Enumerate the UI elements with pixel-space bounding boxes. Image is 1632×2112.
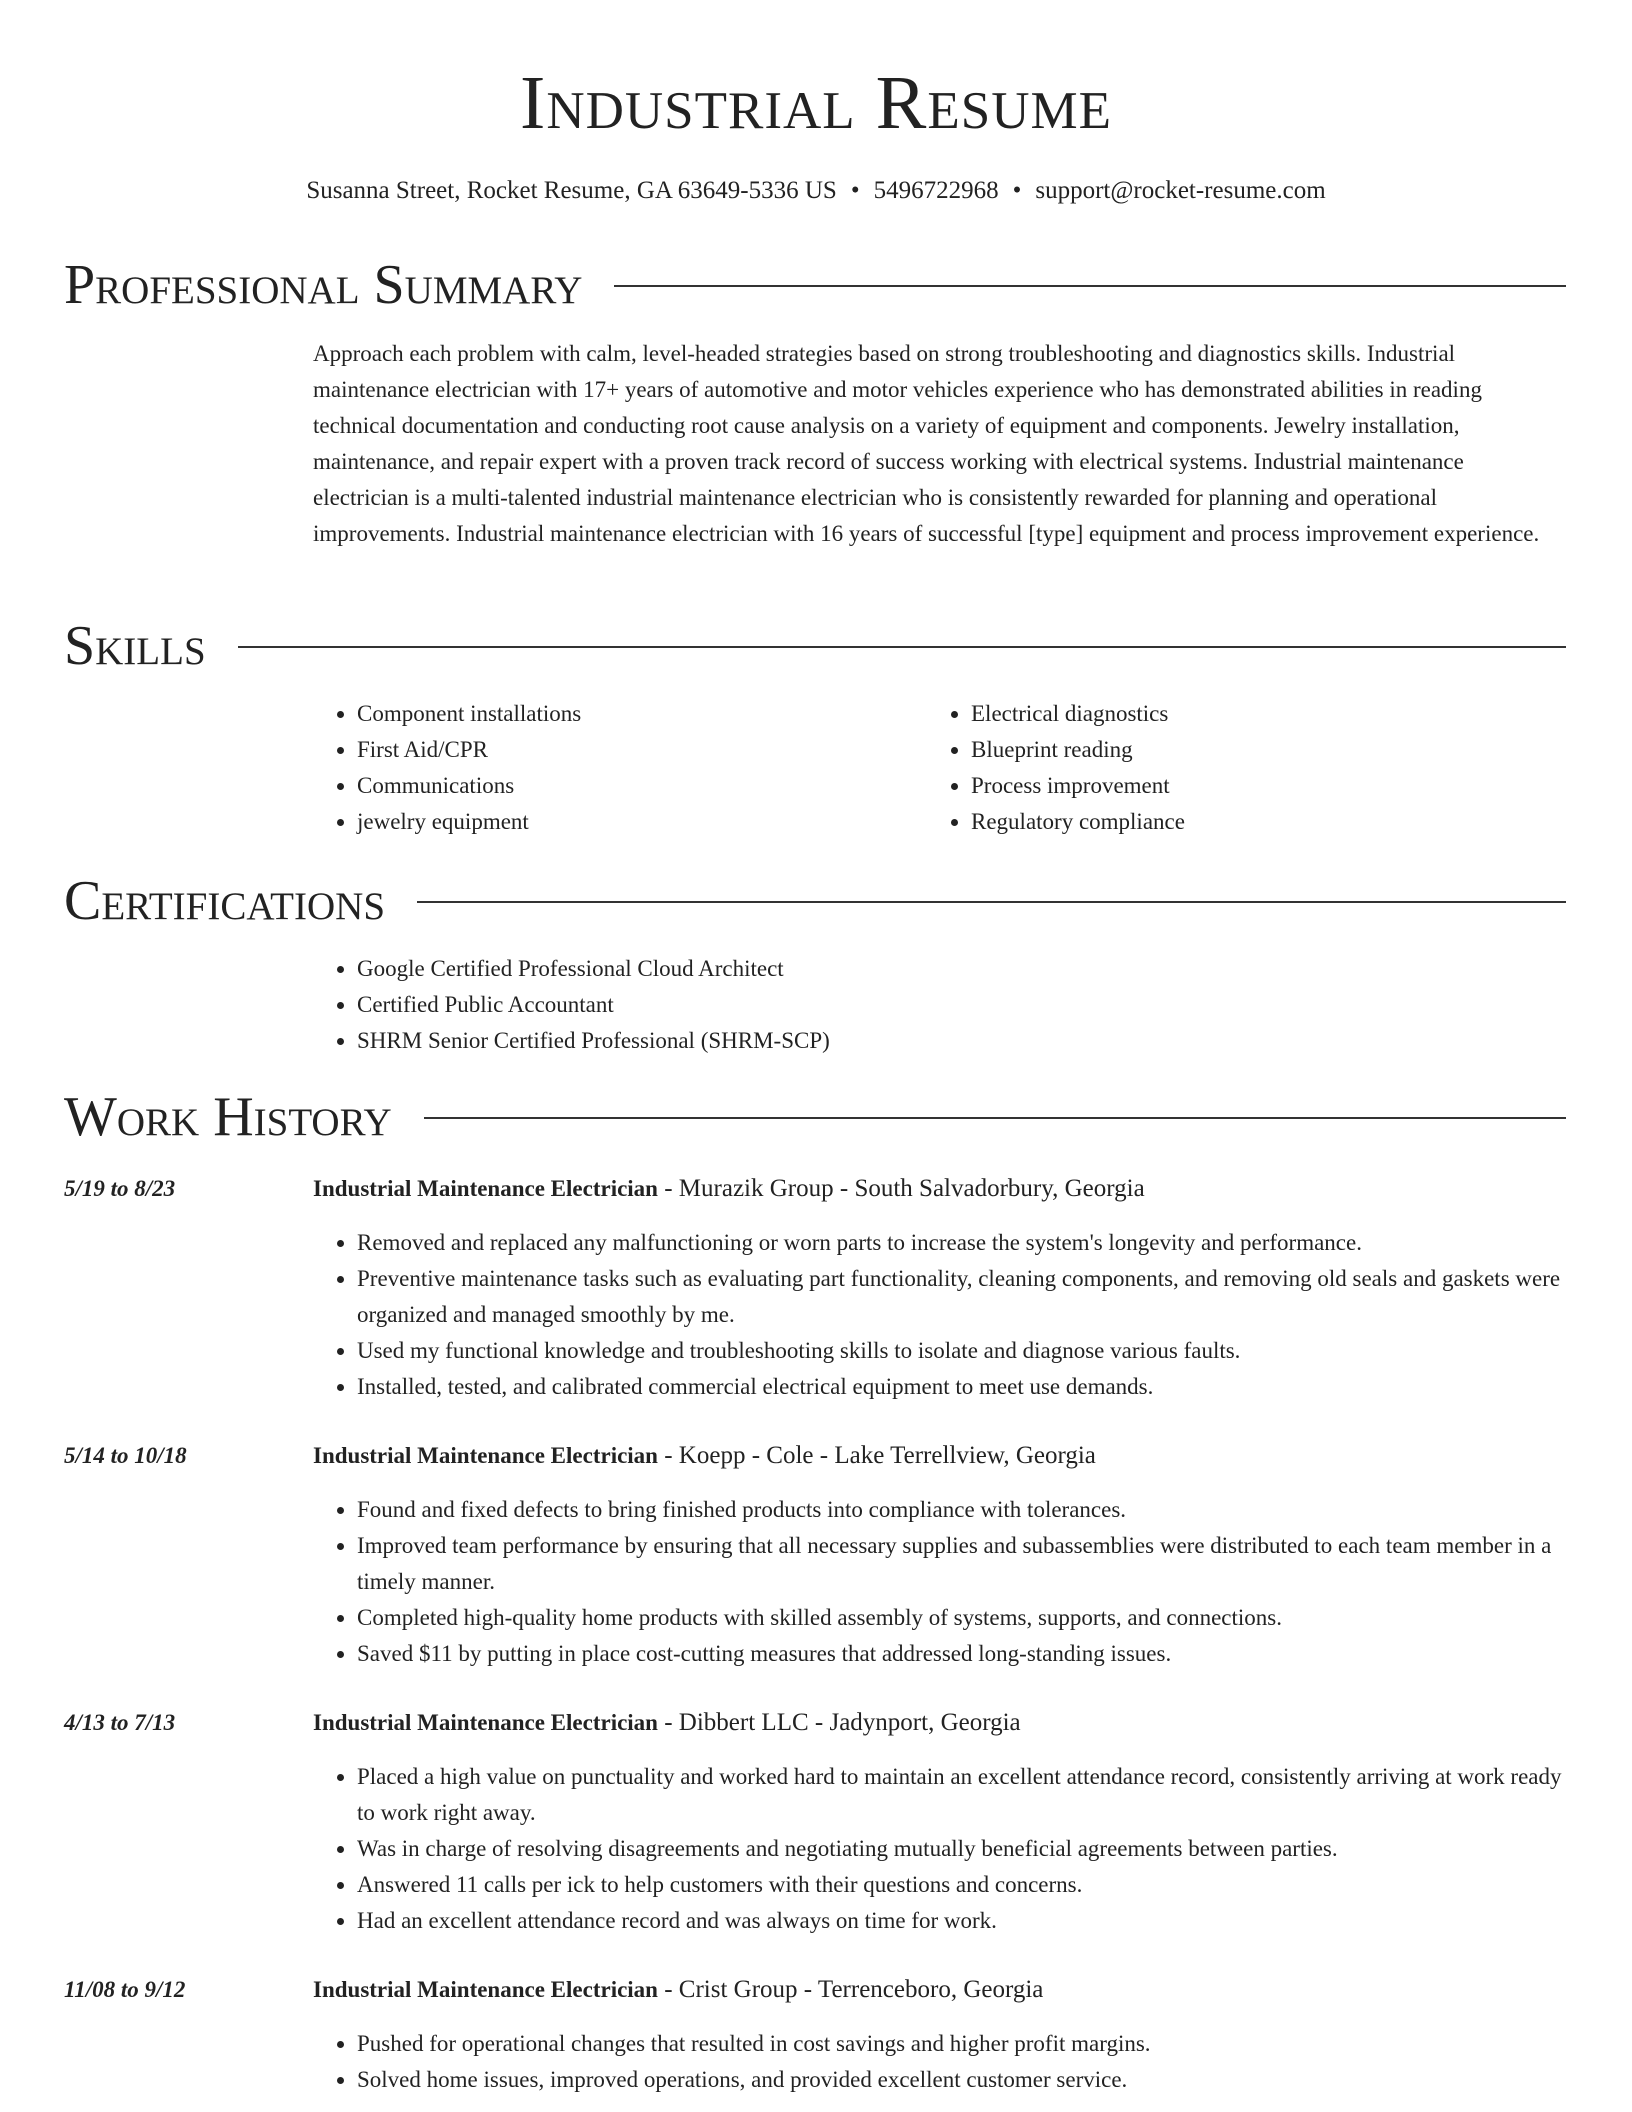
skills-column-right [927,696,1527,840]
job-bullet: • Answered 11 calls per ick to help customers with their questions and concerns. [357,1867,1563,1903]
section-title: Certifications [64,870,386,932]
certification-item: • SHRM Senior Certified Professional (SHRM-SCP) [357,1023,1563,1059]
job-dates: 5/19 to 8/23 [64,1176,176,1201]
job-bullet: • Improved team performance by ensuring that all necessary supplies and subassemblies were distributed to each team member in a timely manner. [357,1528,1563,1600]
job-role: Industrial Maintenance Electrician [313,1443,658,1468]
job-role: Industrial Maintenance Electrician [313,1977,658,2002]
contact-line [0,176,1632,206]
job-bullet: • Had an excellent attendance record and was always on time for work. [357,1903,1563,1939]
section-header-work-history [64,1085,1566,1149]
job-title-line [313,1972,1563,2008]
job-bullet: • Saved $11 by putting in place cost-cutting measures that addressed long-standing issues. [357,1636,1563,1672]
job-dates: 4/13 to 7/13 [64,1710,176,1735]
job-title-line [313,1438,1563,1474]
skill-item: • First Aid/CPR [357,732,913,768]
section-header-certifications [64,869,1566,933]
job-title-line [313,1171,1563,1207]
section-header-skills [64,614,1566,678]
section-divider [238,646,1566,648]
job-bullet: • Placed a high value on punctuality and worked hard to maintain an excellent attendance record, consistently arriving at work ready to work right away. [357,1759,1563,1831]
job-employer: - Dibbert LLC - Jadynport, Georgia [657,1709,1021,1736]
job-bullets [313,2026,1563,2098]
job-bullets [313,1225,1563,1405]
job-bullets [313,1759,1563,1939]
job-employer: - Crist Group - Terrenceboro, Georgia [657,1976,1044,2003]
certification-item: • Google Certified Professional Cloud Architect [357,951,1563,987]
job-title-line [313,1705,1563,1741]
skill-item: • Process improvement [971,768,1527,804]
skill-item: • jewelry equipment [357,804,913,840]
section-header-summary [64,253,1566,317]
job-bullet: • Installed, tested, and calibrated commercial electrical equipment to meet use demands. [357,1369,1563,1405]
skill-item: • Electrical diagnostics [971,696,1527,732]
job-bullet: • Completed high-quality home products with skilled assembly of systems, supports, and connections. [357,1600,1563,1636]
certification-item: • Certified Public Accountant [357,987,1563,1023]
skill-item: • Blueprint reading [971,732,1527,768]
section-title: Skills [64,615,206,677]
section-divider [424,1117,1566,1119]
contact-email: support@rocket-resume.com [1035,177,1326,204]
job-bullet: • Preventive maintenance tasks such as evaluating part functionality, cleaning components, and removing old seals and gaskets were organized and managed smoothly by me. [357,1261,1563,1333]
job-bullet: • Found and fixed defects to bring finished products into compliance with tolerances. [357,1492,1563,1528]
job-dates: 5/14 to 10/18 [64,1443,187,1468]
job-bullet: • Removed and replaced any malfunctioning or worn parts to increase the system's longevity and performance. [357,1225,1563,1261]
job-bullet: • Used my functional knowledge and troubleshooting skills to isolate and diagnose various faults. [357,1333,1563,1369]
skill-item: • Regulatory compliance [971,804,1527,840]
contact-separator: • [1012,177,1022,204]
job-bullet: • Was in charge of resolving disagreements and negotiating mutually beneficial agreements between parties. [357,1831,1563,1867]
skills-column-left [313,696,913,840]
job-dates: 11/08 to 9/12 [64,1977,186,2002]
job-role: Industrial Maintenance Electrician [313,1710,658,1735]
contact-phone: 5496722968 [873,177,999,204]
job-bullets [313,1492,1563,1672]
job-employer: - Murazik Group - South Salvadorbury, Georgia [657,1175,1145,1202]
section-divider [614,285,1566,287]
skill-item: • Communications [357,768,913,804]
resume-name: Industrial Resume [520,61,1112,145]
certifications-list [313,951,1563,1059]
section-divider [417,901,1566,903]
contact-address: Susanna Street, Rocket Resume, GA 63649-5336 US [306,177,837,204]
contact-separator: • [850,177,860,204]
job-employer: - Koepp - Cole - Lake Terrellview, Georgia [657,1442,1096,1469]
section-title: Work History [64,1086,392,1148]
skill-item: • Component installations [357,696,913,732]
summary-text: Approach each problem with calm, level-headed strategies based on strong troubleshooting and diagnostics skills. Industrial maintenance electrician with 17+ years of automotive and motor vehicles experience who has demonstrated abilities in reading technical documentation and conducting root cause analysis on a variety of equipment and components. Jewelry installation, maintenance, and repair expert with a proven track record of success working with electrical systems. Industrial maintenance electrician is a multi-talented industrial maintenance electrician who is consistently rewarded for planning and operational improvements. Industrial maintenance electrician with 16 years of successful [type] equipment and process improvement experience. [313,341,1540,546]
job-bullet: • Solved home issues, improved operations, and provided excellent customer service. [357,2062,1563,2098]
job-role: Industrial Maintenance Electrician [313,1176,658,1201]
job-bullet: • Pushed for operational changes that resulted in cost savings and higher profit margins. [357,2026,1563,2062]
section-title: Professional Summary [64,254,583,316]
